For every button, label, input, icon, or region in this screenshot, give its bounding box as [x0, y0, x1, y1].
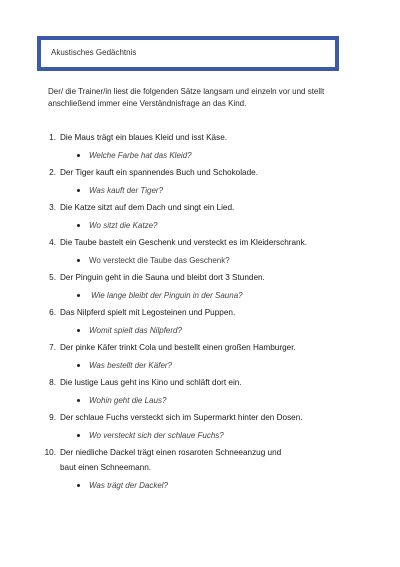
item-number: 7.: [49, 343, 56, 352]
list-item: [0, 375, 400, 392]
item-number: 10.: [44, 448, 56, 457]
bullet-icon: [77, 189, 80, 192]
bullet-icon: [77, 399, 80, 402]
item-sentence: Die Katze sitzt auf dem Dach und singt ein Lied.: [60, 203, 235, 212]
item-number: 6.: [49, 308, 56, 317]
item-question: Wo versteckt die Taube das Geschenk?: [89, 256, 230, 265]
bullet-icon: [77, 484, 80, 487]
item-number: 9.: [49, 413, 56, 422]
question-item: [0, 392, 400, 410]
item-sentence: Die lustige Laus geht ins Kino und schläft dort ein.: [60, 378, 242, 387]
item-number: 5.: [49, 273, 56, 282]
list-item: [0, 305, 400, 322]
list-item: [0, 445, 400, 462]
item-question: Was kauft der Tiger?: [89, 186, 164, 195]
item-question: Welche Farbe hat das Kleid?: [89, 151, 192, 160]
item-sentence: Der Tiger kauft ein spannendes Buch und Schokolade.: [60, 168, 258, 177]
item-sentence-continued: baut einen Schneemann.: [60, 463, 152, 472]
item-question: Was bestellt der Käfer?: [89, 361, 173, 370]
item-question: Was trägt der Dackel?: [89, 481, 168, 490]
item-sentence: Die Maus trägt ein blaues Kleid und isst Käse.: [60, 133, 228, 142]
list-item-continuation: [0, 462, 400, 477]
question-item: [0, 182, 400, 200]
list-item: [0, 410, 400, 427]
list-item: [0, 340, 400, 357]
item-sentence: Der pinke Käfer trinkt Cola und bestellt einen großen Hamburger.: [60, 343, 296, 352]
bullet-icon: [77, 154, 80, 157]
item-sentence: Die Taube bastelt ein Geschenk und versteckt es im Kleiderschrank.: [60, 238, 307, 247]
item-question: Wohin geht die Laus?: [89, 396, 167, 405]
question-item: [0, 427, 400, 445]
question-item: [0, 477, 400, 495]
item-sentence: Der niedliche Dackel trägt einen rosaroten Schneeanzug und: [60, 448, 282, 457]
item-sentence: Das Nilpferd spielt mit Legosteinen und Puppen.: [60, 308, 236, 317]
question-item: [0, 252, 400, 270]
item-question: Wo versteckt sich der schlaue Fuchs?: [89, 431, 224, 440]
list-item: [0, 270, 400, 287]
question-item: [0, 287, 400, 305]
list-item: [0, 200, 400, 217]
item-number: 4.: [49, 238, 56, 247]
intro-text: Der/ die Trainer/in liest die folgenden Sätze langsam und einzeln vor und stellt anschließend immer eine Verständnisfrage an das Kind.: [48, 87, 325, 108]
item-question: Womit spielt das Nilpferd?: [89, 326, 182, 335]
question-item: [0, 217, 400, 235]
sentence-list: [0, 130, 400, 495]
page-title: Akustisches Gedächtnis: [51, 48, 137, 57]
bullet-icon: [77, 294, 80, 297]
list-item: [0, 130, 400, 147]
bullet-icon: [77, 329, 80, 332]
bullet-icon: [77, 434, 80, 437]
item-number: 3.: [49, 203, 56, 212]
list-item: [0, 235, 400, 252]
question-item: [0, 357, 400, 375]
item-number: 2.: [49, 168, 56, 177]
question-item: [0, 147, 400, 165]
bullet-icon: [77, 259, 80, 262]
title-box: [37, 36, 339, 71]
item-question: Wie lange bleibt der Pinguin in der Sauna?: [91, 291, 243, 300]
item-sentence: Der schlaue Fuchs versteckt sich im Supermarkt hinter den Dosen.: [60, 413, 303, 422]
bullet-icon: [77, 224, 80, 227]
list-item: [0, 165, 400, 182]
bullet-icon: [77, 364, 80, 367]
item-sentence: Der Pinguin geht in die Sauna und bleibt dort 3 Stunden.: [60, 273, 265, 282]
item-number: 1.: [49, 133, 56, 142]
item-question: Wo sitzt die Katze?: [89, 221, 158, 230]
question-item: [0, 322, 400, 340]
item-number: 8.: [49, 378, 56, 387]
